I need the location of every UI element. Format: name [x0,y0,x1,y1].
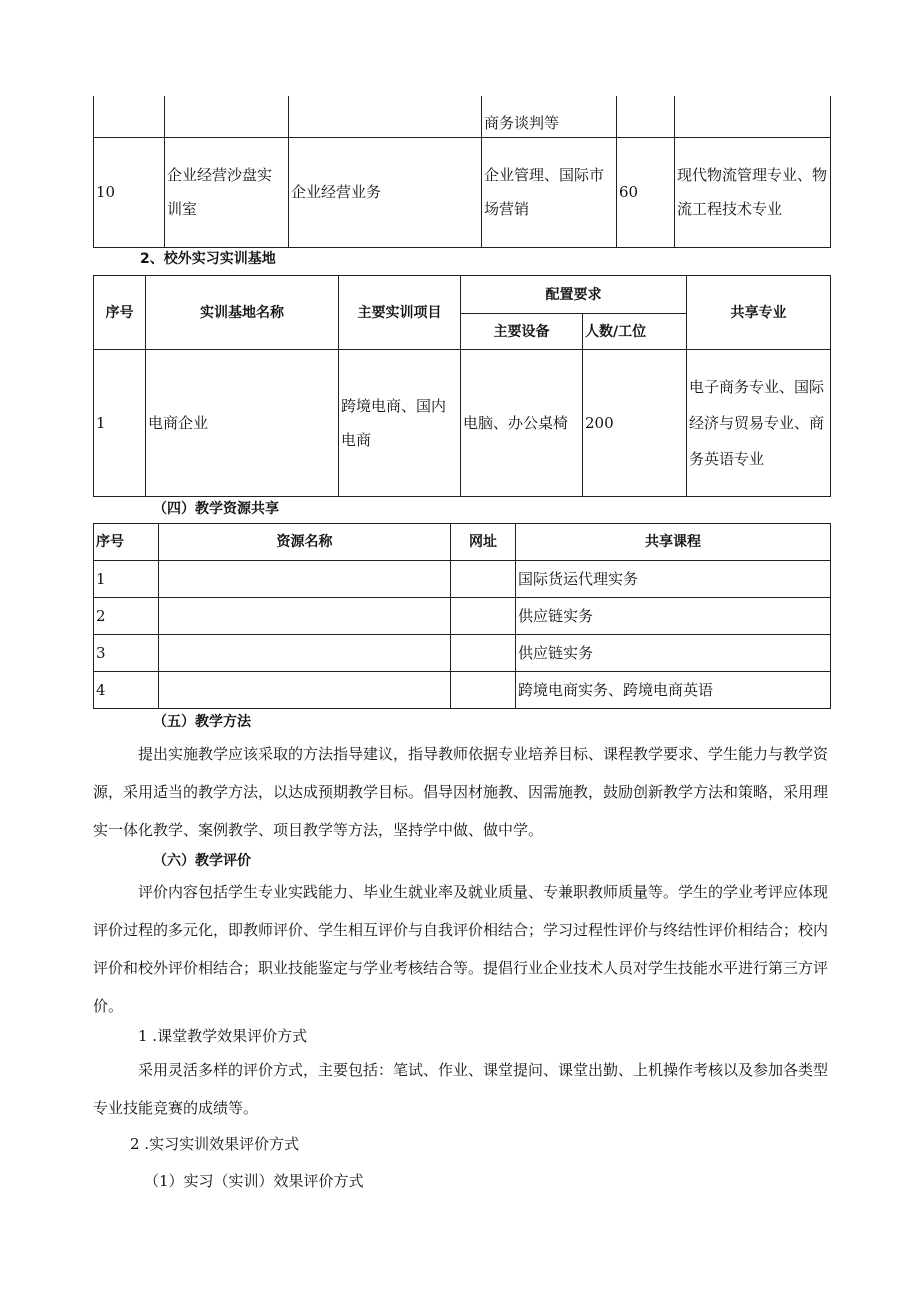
equipment: 企业管理、国际市场营销 [482,137,617,247]
header-course: 共享课程 [516,524,831,561]
resource-url [451,598,516,635]
header-equipment: 主要设备 [461,314,583,350]
shared-majors: 现代物流管理专业、物流工程技术专业 [675,137,831,247]
resource-name [159,635,451,672]
header-config: 配置要求 [461,276,687,314]
shared-course: 供应链实务 [516,598,831,635]
subsection-title: 2 .实习实训效果评价方式 [130,1135,300,1153]
paragraph: 评价内容包括学生专业实践能力、毕业生就业率及就业质量、专兼职教师质量等。学生的学业考评应体现评价过程的多元化，即教师评价、学生相互评价与自我评价相结合；学习过程性评价与终结性评价相结合；校内评价和校外评价相结合；职业技能鉴定与学业考核结合等。提倡行业企业技术人员对学生技能水平进行第三方评价。 [93,883,829,1015]
row-number: 1 [94,350,146,497]
header-resource-name: 资源名称 [159,524,451,561]
table-row [94,598,831,635]
header-count: 人数/工位 [583,314,687,350]
row-number: 10 [94,137,165,247]
station-count: 60 [617,137,675,247]
row-number: 3 [94,635,159,672]
table-row [94,350,831,497]
section-heading: （四）教学资源共享 [153,501,279,517]
row-number: 2 [94,598,159,635]
room-name: 企业经营沙盘实训室 [165,137,289,247]
table-row [94,635,831,672]
section-heading: （五）教学方法 [153,714,251,730]
section-heading: （六）教学评价 [153,853,251,869]
training-room-table [93,96,831,248]
shared-course: 国际货运代理实务 [516,561,831,598]
subsection-title: （1）实习（实训）效果评价方式 [144,1172,364,1190]
shared-course: 跨境电商实务、跨境电商英语 [516,672,831,709]
row-number: 1 [94,561,159,598]
resource-url [451,635,516,672]
shared-course: 供应链实务 [516,635,831,672]
header-majors: 共享专业 [687,276,831,350]
header-project: 主要实训项目 [339,276,461,350]
header-no: 序号 [94,524,159,561]
table-cell: 商务谈判等 [482,96,617,137]
resource-name [159,598,451,635]
external-base-table [93,275,831,497]
base-name: 电商企业 [146,350,339,497]
row-number: 4 [94,672,159,709]
header-url: 网址 [451,524,516,561]
table-row [94,672,831,709]
subsection-title: 1 .课堂教学效果评价方式 [138,1027,308,1045]
shared-majors: 电子商务专业、国际经济与贸易专业、商务英语专业 [687,350,831,497]
resource-url [451,561,516,598]
paragraph: 提出实施教学应该采取的方法指导建议，指导教师依据专业培养目标、课程教学要求、学生能力与教学资源，采用适当的教学方法，以达成预期教学目标。倡导因材施教、因需施教，鼓励创新教学方法和策略，采用理实一体化教学、案例教学、项目教学等方法，坚持学中做、做中学。 [93,745,829,839]
resource-sharing-table [93,523,831,709]
section-heading: 2、校外实习实训基地 [140,251,276,267]
header-base-name: 实训基地名称 [146,276,339,350]
table-row [94,96,831,137]
training-project: 企业经营业务 [289,137,482,247]
equipment: 电脑、办公桌椅 [461,350,583,497]
resource-name [159,672,451,709]
station-count: 200 [583,350,687,497]
table-row [94,137,831,247]
header-no: 序号 [94,276,146,350]
paragraph: 采用灵活多样的评价方式，主要包括：笔试、作业、课堂提问、课堂出勤、上机操作考核以及参加各类型专业技能竞赛的成绩等。 [93,1061,829,1117]
resource-url [451,672,516,709]
resource-name [159,561,451,598]
training-project: 跨境电商、国内电商 [339,350,461,497]
table-row [94,561,831,598]
